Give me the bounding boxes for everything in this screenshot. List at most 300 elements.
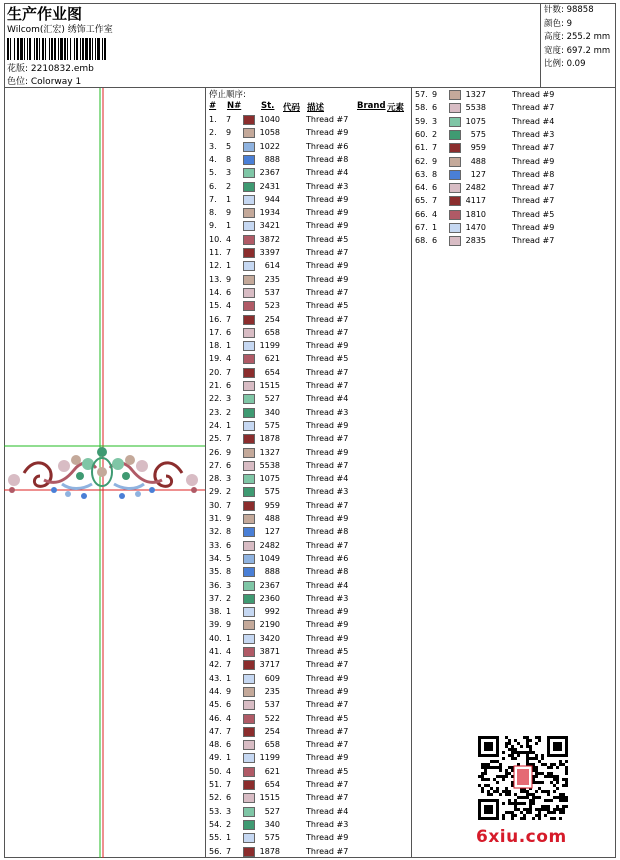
thread-description: Thread #4 bbox=[306, 474, 349, 484]
thread-description: Thread #7 bbox=[306, 780, 349, 789]
thread-description: Thread #9 bbox=[512, 223, 555, 232]
thread-description: Thread #9 bbox=[306, 686, 349, 696]
thread-description: Thread #5 bbox=[512, 209, 555, 219]
stop-index: 12. bbox=[209, 261, 222, 271]
stop-row bbox=[206, 486, 411, 499]
needle-number: 1 bbox=[226, 607, 232, 617]
thread-code: 1058 bbox=[259, 128, 280, 138]
thread-code: 2431 bbox=[259, 181, 280, 191]
stop-number bbox=[209, 461, 222, 470]
stop-index: 52. bbox=[209, 793, 222, 803]
needle-number: 6 bbox=[226, 700, 232, 710]
color-swatch bbox=[243, 421, 255, 431]
color-swatch bbox=[243, 221, 255, 231]
color-swatch bbox=[243, 581, 255, 591]
header-element: 元素 bbox=[387, 103, 405, 113]
stop-index: 10. bbox=[209, 234, 222, 244]
thread-code: 658 bbox=[264, 740, 280, 750]
thread-code: 1515 bbox=[259, 793, 280, 803]
color-swatch bbox=[243, 142, 255, 152]
stop-row bbox=[206, 580, 411, 593]
thread-code: 1327 bbox=[259, 447, 280, 457]
needle-number: 7 bbox=[226, 314, 232, 324]
stop-index: 47. bbox=[209, 726, 222, 736]
stop-index: 66. bbox=[415, 209, 428, 219]
color-swatch bbox=[243, 687, 255, 697]
color-count: 颜色: 9 bbox=[544, 18, 572, 29]
stop-number bbox=[415, 157, 428, 166]
thread-description: Thread #7 bbox=[306, 327, 349, 337]
thread-code: 1878 bbox=[259, 434, 280, 444]
color-swatch bbox=[449, 196, 461, 206]
needle-number: 7 bbox=[226, 780, 232, 789]
thread-code: 2367 bbox=[259, 168, 280, 178]
thread-description: Thread #9 bbox=[306, 194, 349, 204]
needle-number: 3 bbox=[432, 116, 438, 126]
stop-index: 26. bbox=[209, 447, 222, 457]
thread-code: 527 bbox=[264, 806, 280, 816]
stop-row bbox=[206, 460, 411, 473]
thread-code: 959 bbox=[264, 500, 280, 510]
thread-description: Thread #8 bbox=[306, 567, 349, 577]
thread-code: 614 bbox=[264, 261, 280, 271]
thread-code: 575 bbox=[264, 487, 280, 497]
stop-number bbox=[415, 170, 428, 179]
thread-description: Thread #5 bbox=[306, 647, 349, 656]
thread-description: Thread #3 bbox=[306, 487, 349, 497]
color-swatch bbox=[243, 847, 255, 857]
stop-index: 34. bbox=[209, 553, 222, 563]
stop-number bbox=[209, 208, 217, 217]
stop-number bbox=[209, 700, 222, 709]
thread-description: Thread #7 bbox=[512, 143, 555, 153]
stop-row bbox=[412, 195, 616, 208]
stop-index: 40. bbox=[209, 633, 222, 643]
color-swatch bbox=[449, 236, 461, 246]
company-name: Wilcom(汇宏) 绣饰工作室 bbox=[7, 25, 113, 35]
stop-index: 16. bbox=[209, 314, 222, 324]
thread-code: 523 bbox=[264, 301, 280, 311]
color-swatch bbox=[449, 170, 461, 180]
design-scale: 比例: 0.09 bbox=[544, 59, 586, 69]
stop-number bbox=[209, 261, 222, 270]
thread-description: Thread #9 bbox=[512, 90, 555, 99]
thread-code: 127 bbox=[264, 527, 280, 537]
color-swatch bbox=[243, 208, 255, 218]
stop-row bbox=[206, 806, 411, 819]
stop-number bbox=[209, 793, 222, 802]
needle-number: 3 bbox=[226, 806, 232, 816]
color-swatch bbox=[243, 647, 255, 657]
thread-code: 537 bbox=[264, 700, 280, 710]
stop-number bbox=[209, 647, 222, 656]
stop-row bbox=[206, 553, 411, 566]
design-file-name: 花版: 2210832.emb bbox=[7, 64, 94, 74]
stop-row bbox=[206, 832, 411, 845]
thread-description: Thread #8 bbox=[306, 154, 349, 164]
color-swatch bbox=[243, 261, 255, 271]
thread-code: 1075 bbox=[465, 116, 486, 126]
thread-code: 1049 bbox=[259, 553, 280, 563]
color-swatch bbox=[449, 117, 461, 127]
stop-index: 23. bbox=[209, 407, 222, 417]
stop-number bbox=[209, 142, 217, 151]
thread-code: 3420 bbox=[259, 633, 280, 643]
stop-row bbox=[206, 633, 411, 646]
stop-number bbox=[209, 394, 222, 403]
needle-number: 7 bbox=[226, 846, 232, 856]
stop-row bbox=[206, 659, 411, 672]
color-swatch bbox=[243, 128, 255, 138]
thread-code: 254 bbox=[264, 726, 280, 736]
stop-index: 7. bbox=[209, 194, 217, 204]
thread-description: Thread #4 bbox=[306, 806, 349, 816]
thread-code: 575 bbox=[264, 420, 280, 430]
needle-number: 6 bbox=[226, 540, 232, 550]
needle-number: 9 bbox=[432, 156, 438, 166]
thread-description: Thread #8 bbox=[512, 169, 555, 179]
color-swatch bbox=[243, 448, 255, 458]
stop-row bbox=[206, 167, 411, 180]
thread-description: Thread #7 bbox=[306, 287, 349, 297]
stop-row bbox=[206, 713, 411, 726]
needle-number: 2 bbox=[226, 407, 232, 417]
color-swatch bbox=[243, 700, 255, 710]
stop-row bbox=[412, 222, 616, 235]
thread-code: 621 bbox=[264, 354, 280, 364]
thread-description: Thread #9 bbox=[306, 341, 349, 351]
needle-number: 9 bbox=[226, 620, 232, 630]
needle-number: 4 bbox=[432, 209, 438, 219]
stop-row bbox=[206, 819, 411, 832]
thread-description: Thread #9 bbox=[306, 833, 349, 843]
color-swatch bbox=[243, 381, 255, 391]
thread-code: 1022 bbox=[259, 141, 280, 151]
stop-row bbox=[206, 779, 411, 792]
needle-number: 3 bbox=[226, 474, 232, 484]
thread-code: 1515 bbox=[259, 381, 280, 390]
stop-index: 57. bbox=[415, 90, 428, 99]
stop-row bbox=[206, 447, 411, 460]
stop-number bbox=[415, 196, 428, 205]
thread-description: Thread #7 bbox=[306, 793, 349, 803]
design-width: 宽度: 697.2 mm bbox=[544, 45, 611, 56]
needle-number: 7 bbox=[432, 196, 438, 206]
stop-row bbox=[206, 380, 411, 393]
thread-description: Thread #7 bbox=[512, 236, 555, 246]
stop-number bbox=[209, 594, 222, 603]
color-swatch bbox=[243, 115, 255, 125]
stop-number bbox=[209, 541, 222, 550]
thread-description: Thread #7 bbox=[306, 434, 349, 444]
stop-index: 14. bbox=[209, 287, 222, 297]
thread-description: Thread #7 bbox=[306, 660, 349, 670]
stop-index: 18. bbox=[209, 341, 222, 351]
needle-number: 9 bbox=[226, 447, 232, 457]
thread-code: 1075 bbox=[259, 474, 280, 484]
stop-index: 44. bbox=[209, 686, 222, 696]
thread-code: 3717 bbox=[259, 660, 280, 670]
stop-number bbox=[209, 501, 222, 510]
thread-description: Thread #7 bbox=[306, 846, 349, 856]
thread-description: Thread #9 bbox=[306, 607, 349, 617]
stop-number bbox=[209, 195, 217, 204]
design-preview bbox=[4, 88, 206, 858]
thread-code: 340 bbox=[264, 819, 280, 829]
thread-code: 1327 bbox=[465, 90, 486, 99]
thread-code: 654 bbox=[264, 367, 280, 377]
needle-number: 7 bbox=[226, 726, 232, 736]
needle-number: 2 bbox=[226, 819, 232, 829]
color-swatch bbox=[243, 354, 255, 364]
needle-number: 4 bbox=[226, 766, 232, 776]
needle-number: 2 bbox=[226, 593, 232, 603]
stop-index: 61. bbox=[415, 143, 428, 153]
stop-number bbox=[209, 514, 222, 523]
stop-number bbox=[209, 753, 222, 762]
stop-row bbox=[412, 142, 616, 155]
color-swatch bbox=[243, 793, 255, 803]
needle-number: 6 bbox=[226, 287, 232, 297]
thread-description: Thread #4 bbox=[512, 116, 555, 126]
thread-code: 537 bbox=[264, 287, 280, 297]
stop-row bbox=[206, 207, 411, 220]
color-swatch bbox=[243, 554, 255, 564]
thread-description: Thread #3 bbox=[306, 819, 349, 829]
thread-description: Thread #9 bbox=[306, 753, 349, 763]
thread-code: 1199 bbox=[259, 341, 280, 351]
thread-code: 527 bbox=[264, 394, 280, 404]
stop-number bbox=[209, 221, 217, 230]
stop-row bbox=[412, 89, 616, 102]
needle-number: 1 bbox=[226, 194, 232, 204]
stop-number bbox=[209, 168, 217, 177]
watermark-logo: 6xiu.com bbox=[476, 827, 567, 847]
color-swatch bbox=[243, 594, 255, 604]
color-swatch bbox=[243, 394, 255, 404]
thread-description: Thread #7 bbox=[306, 540, 349, 550]
stop-number bbox=[209, 687, 222, 696]
stop-number bbox=[209, 288, 222, 297]
needle-number: 8 bbox=[226, 567, 232, 577]
design-barcode bbox=[7, 38, 143, 60]
needle-number: 1 bbox=[226, 753, 232, 763]
color-swatch bbox=[449, 183, 461, 193]
thread-code: 992 bbox=[264, 607, 280, 617]
thread-description: Thread #7 bbox=[306, 381, 349, 390]
qr-code-image bbox=[478, 736, 568, 820]
thread-code: 658 bbox=[264, 327, 280, 337]
stop-row bbox=[206, 247, 411, 260]
stop-row bbox=[206, 513, 411, 526]
color-swatch bbox=[449, 143, 461, 153]
needle-number: 6 bbox=[226, 793, 232, 803]
color-swatch bbox=[243, 275, 255, 285]
needle-number: 8 bbox=[432, 169, 438, 179]
stop-number bbox=[209, 408, 222, 417]
needle-number: 6 bbox=[226, 381, 232, 390]
stop-number bbox=[415, 223, 428, 232]
stop-index: 35. bbox=[209, 567, 222, 577]
stop-row bbox=[206, 154, 411, 167]
embroidery-preview-image bbox=[4, 88, 206, 858]
stop-row bbox=[206, 792, 411, 805]
stop-index: 17. bbox=[209, 327, 222, 337]
thread-description: Thread #8 bbox=[306, 527, 349, 537]
color-swatch bbox=[243, 634, 255, 644]
thread-description: Thread #9 bbox=[306, 261, 349, 271]
stop-number bbox=[209, 807, 222, 816]
needle-number: 6 bbox=[226, 327, 232, 337]
stop-index: 29. bbox=[209, 487, 222, 497]
stop-index: 59. bbox=[415, 116, 428, 126]
thread-description: Thread #5 bbox=[306, 713, 349, 723]
stop-number bbox=[209, 567, 222, 576]
stop-row bbox=[206, 393, 411, 406]
stop-index: 46. bbox=[209, 713, 222, 723]
color-swatch bbox=[243, 408, 255, 418]
stop-index: 43. bbox=[209, 673, 222, 683]
stop-index: 63. bbox=[415, 169, 428, 179]
stop-index: 37. bbox=[209, 593, 222, 603]
color-swatch bbox=[243, 341, 255, 351]
stop-index: 13. bbox=[209, 274, 222, 284]
needle-number: 6 bbox=[226, 460, 232, 470]
needle-number: 7 bbox=[226, 248, 232, 257]
stop-sequence-column-1 bbox=[206, 88, 412, 858]
needle-number: 6 bbox=[432, 183, 438, 193]
thread-code: 3872 bbox=[259, 234, 280, 244]
stop-index: 31. bbox=[209, 514, 222, 523]
thread-description: Thread #9 bbox=[306, 208, 349, 218]
thread-code: 959 bbox=[470, 143, 486, 153]
thread-description: Thread #4 bbox=[306, 394, 349, 404]
color-swatch bbox=[449, 223, 461, 233]
stop-index: 28. bbox=[209, 474, 222, 484]
page-title: 生产作业图 bbox=[7, 5, 83, 23]
header-code: 代码 bbox=[283, 103, 301, 113]
stop-number bbox=[209, 328, 222, 337]
needle-number: 2 bbox=[432, 129, 438, 139]
needle-number: 6 bbox=[432, 103, 438, 113]
stop-row bbox=[206, 593, 411, 606]
stop-number bbox=[209, 381, 222, 390]
stop-row bbox=[206, 433, 411, 446]
stop-row bbox=[412, 102, 616, 115]
stop-row bbox=[206, 739, 411, 752]
needle-number: 7 bbox=[226, 115, 232, 124]
thread-description: Thread #7 bbox=[306, 248, 349, 257]
stop-number bbox=[209, 740, 222, 749]
color-swatch bbox=[243, 833, 255, 843]
stop-row bbox=[412, 235, 616, 248]
thread-description: Thread #7 bbox=[306, 115, 349, 124]
stop-row bbox=[206, 220, 411, 233]
color-swatch bbox=[243, 807, 255, 817]
needle-number: 1 bbox=[432, 223, 438, 232]
color-swatch bbox=[243, 155, 255, 165]
stop-number bbox=[415, 210, 428, 219]
thread-code: 575 bbox=[264, 833, 280, 843]
stop-index: 5. bbox=[209, 168, 217, 178]
stop-index: 49. bbox=[209, 753, 222, 763]
needle-number: 4 bbox=[226, 647, 232, 656]
stop-index: 45. bbox=[209, 700, 222, 710]
color-swatch bbox=[243, 674, 255, 684]
stop-index: 50. bbox=[209, 766, 222, 776]
design-stats bbox=[540, 3, 616, 88]
stop-number bbox=[209, 182, 217, 191]
thread-code: 621 bbox=[264, 766, 280, 776]
stop-index: 22. bbox=[209, 394, 222, 404]
stop-index: 58. bbox=[415, 103, 428, 113]
thread-description: Thread #7 bbox=[306, 367, 349, 377]
stop-number bbox=[209, 341, 222, 350]
thread-code: 5538 bbox=[465, 103, 486, 113]
stop-number bbox=[209, 315, 222, 324]
stop-row bbox=[206, 234, 411, 247]
thread-code: 1810 bbox=[465, 209, 486, 219]
stop-number bbox=[209, 554, 222, 563]
thread-code: 2360 bbox=[259, 593, 280, 603]
stop-row bbox=[412, 182, 616, 195]
color-swatch bbox=[243, 195, 255, 205]
thread-description: Thread #7 bbox=[512, 183, 555, 193]
stop-index: 68. bbox=[415, 236, 428, 246]
stop-index: 8. bbox=[209, 208, 217, 218]
stop-index: 9. bbox=[209, 221, 217, 231]
stop-number bbox=[209, 780, 222, 789]
needle-number: 1 bbox=[226, 420, 232, 430]
stop-index: 36. bbox=[209, 580, 222, 590]
thread-code: 1470 bbox=[465, 223, 486, 232]
header-needle: N# bbox=[227, 101, 242, 111]
thread-code: 488 bbox=[264, 514, 280, 523]
needle-number: 7 bbox=[226, 367, 232, 377]
stop-index: 56. bbox=[209, 846, 222, 856]
thread-code: 2482 bbox=[259, 540, 280, 550]
needle-number: 2 bbox=[226, 181, 232, 191]
color-swatch bbox=[243, 487, 255, 497]
stop-number bbox=[209, 115, 217, 124]
stop-row bbox=[412, 116, 616, 129]
needle-number: 7 bbox=[226, 660, 232, 670]
stop-number bbox=[209, 474, 222, 483]
thread-code: 2835 bbox=[465, 236, 486, 246]
stop-row bbox=[206, 114, 411, 127]
thread-description: Thread #5 bbox=[306, 354, 349, 364]
header-stitches: St. bbox=[261, 101, 275, 111]
color-swatch bbox=[449, 210, 461, 220]
thread-code: 5538 bbox=[259, 460, 280, 470]
thread-code: 1878 bbox=[259, 846, 280, 856]
stop-index: 55. bbox=[209, 833, 222, 843]
stop-row bbox=[206, 314, 411, 327]
stop-index: 1. bbox=[209, 115, 217, 124]
stop-row bbox=[206, 300, 411, 313]
stop-number bbox=[209, 833, 222, 842]
thread-code: 488 bbox=[470, 156, 486, 166]
color-swatch bbox=[243, 727, 255, 737]
stop-row bbox=[206, 606, 411, 619]
color-swatch bbox=[243, 514, 255, 524]
stop-number bbox=[209, 674, 222, 683]
color-swatch bbox=[243, 434, 255, 444]
stop-number bbox=[415, 130, 428, 139]
thread-code: 3421 bbox=[259, 221, 280, 231]
stop-row bbox=[206, 473, 411, 486]
color-swatch bbox=[449, 130, 461, 140]
